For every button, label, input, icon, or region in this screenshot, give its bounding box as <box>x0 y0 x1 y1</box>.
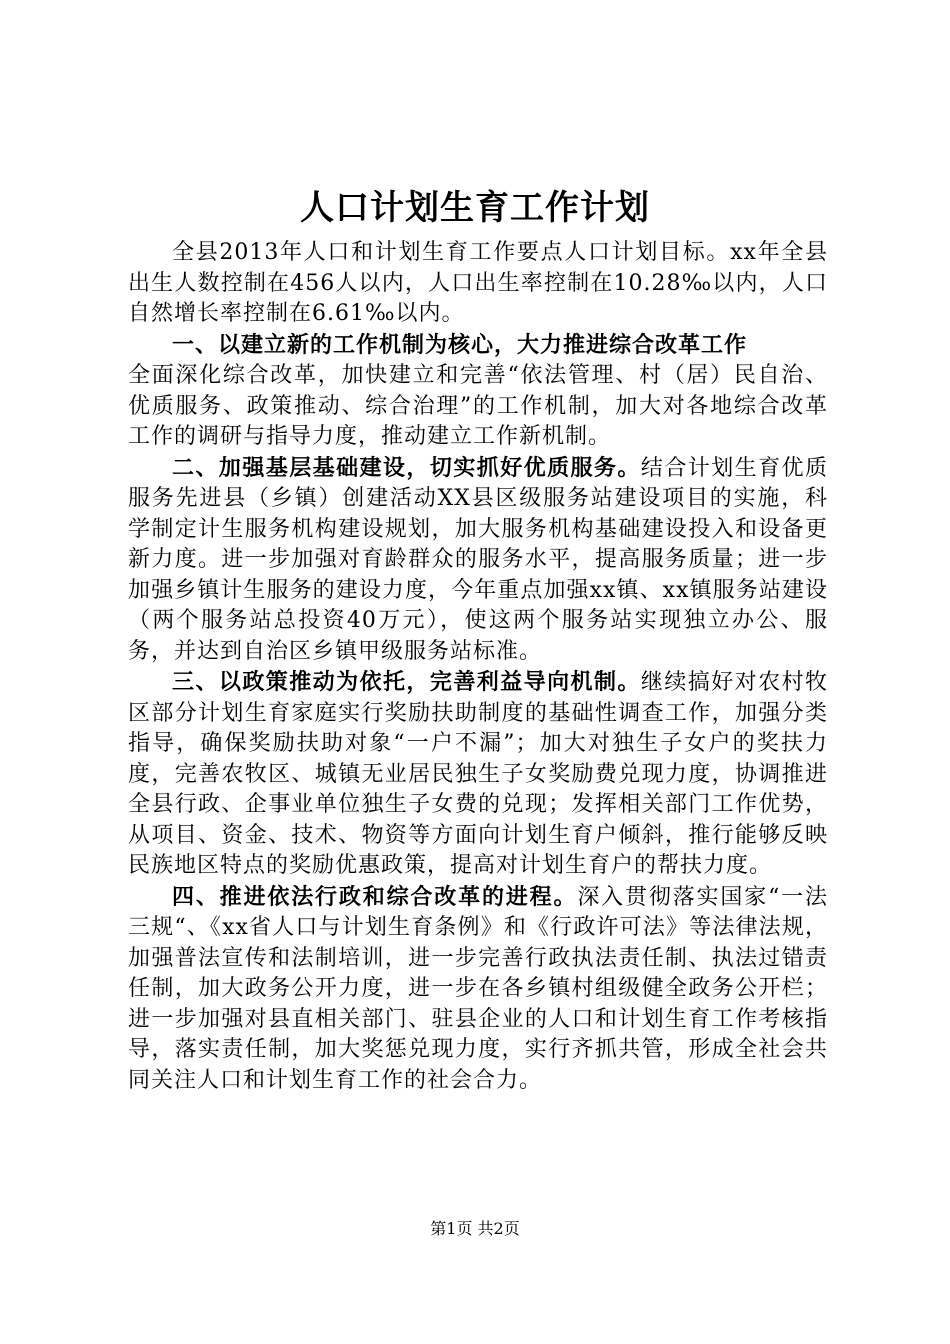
section-1-text: 全面深化综合改革，加快建立和完善“依法管理、村（居）民自治、优质服务、政策推动、综合治理”的工作机制，加大对各地综合改革工作的调研与指导力度，推动建立工作新机制。 <box>128 363 828 449</box>
section-3-paragraph <box>128 667 828 882</box>
intro-paragraph: 全县2013年人口和计划生育工作要点人口计划目标。xx年全县出生人数控制在456人以内，人口出生率控制在10.28‰以内，人口自然增长率控制在6.61‰以内。 <box>128 240 828 326</box>
page-indicator: 第1页 共2页 <box>430 1219 520 1238</box>
section-2-text: 结合计划生育优质服务先进县（乡镇）创建活动XX县区级服务站建设项目的实施，科学制定计生服务机构建设规划，加大服务机构基础建设投入和设备更新力度。进一步加强对育龄群众的服务水平，提高服务质量；进一步加强乡镇计生服务的建设力度，今年重点加强xx镇、xx镇服务站建设（两个服务站总投资40万元），使这两个服务站实现独立办公、服务，并达到自治区乡镇甲级服务站标准。 <box>128 455 828 664</box>
section-4-paragraph <box>128 882 828 1097</box>
document-body <box>128 238 828 1096</box>
section-1-heading: 一、以建立新的工作机制为核心，大力推进综合改革工作 <box>172 331 748 358</box>
section-2-paragraph <box>128 453 828 668</box>
section-2-heading: 二、加强基层基础建设，切实抓好优质服务。 <box>172 454 641 481</box>
section-1-paragraph <box>128 330 828 453</box>
section-3-heading: 三、以政策推动为依托，完善利益导向机制。 <box>172 669 641 695</box>
section-4-text: 深入贯彻落实国家“一法三规“、《xx省人口与计划生育条例》和《行政许可法》等法律法规，加强普法宣传和法制培训，进一步完善行政执法责任制、执法过错责任制，加大政务公开力度，进一步在各乡镇村组级健全政务公开栏；进一步加强对县直相关部门、驻县企业的人口和计划生育工作考核指导，落实责任制，加大奖惩兑现力度，实行齐抓共管，形成全社会共同关注人口和计划生育工作的社会合力。 <box>128 884 828 1093</box>
section-4-heading: 四、推进依法行政和综合改革的进程。 <box>172 883 578 910</box>
section-3-text: 继续搞好对农村牧区部分计划生育家庭实行奖励扶助制度的基础性调查工作，加强分类指导，确保奖励扶助对象“一户不漏”；加大对独生子女户的奖扶力度，完善农牧区、城镇无业居民独生子女奖励费兑现力度，协调推进全县行政、企事业单位独生子女费的兑现；发挥相关部门工作优势，从项目、资金、技术、物资等方面向计划生育户倾斜，推行能够反映民族地区特点的奖励优惠政策，提高对计划生育户的帮扶力度。 <box>128 670 828 878</box>
document-title: 人口计划生育工作计划 <box>300 188 650 228</box>
